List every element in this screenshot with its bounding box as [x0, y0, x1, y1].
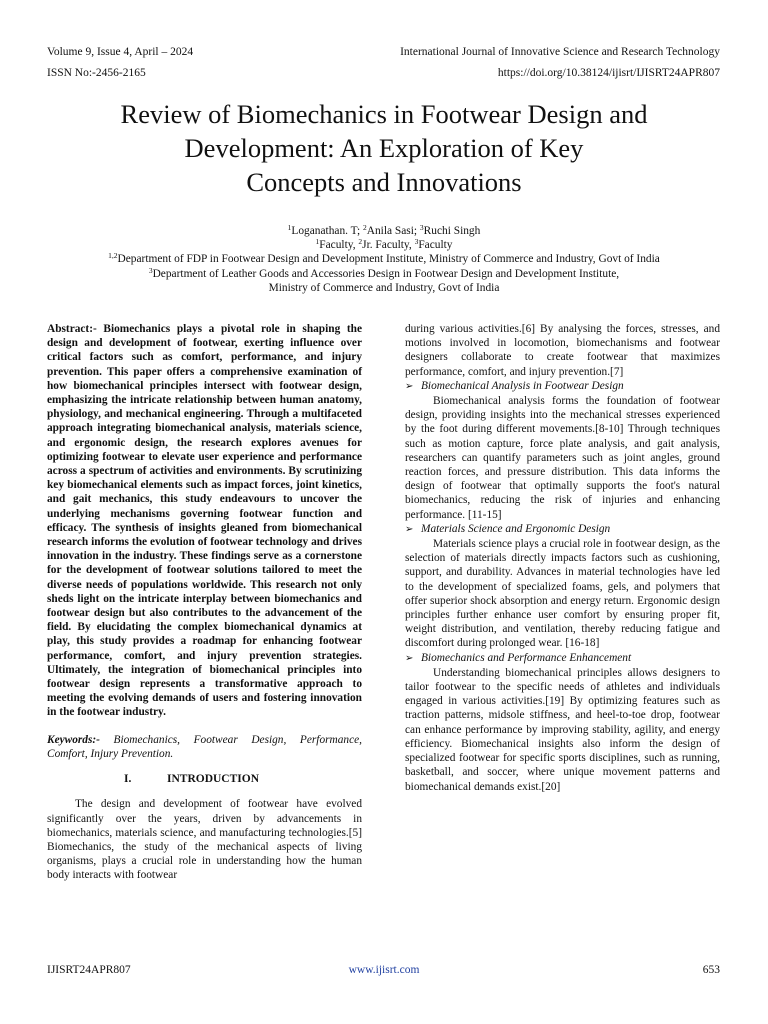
arrow-bullet-icon: ➢	[405, 380, 414, 392]
volume-info: Volume 9, Issue 4, April – 2024	[47, 46, 194, 58]
arrow-bullet-icon: ➢	[405, 523, 414, 535]
right-column	[405, 322, 720, 794]
paper-title	[40, 97, 728, 199]
subsection-heading: ➢ Biomechanical Analysis in Footwear Design	[405, 379, 720, 394]
footer-paper-id: IJISRT24APR807	[47, 964, 131, 976]
doi-link[interactable]: https://doi.org/10.38124/ijisrt/IJISRT24APR807	[497, 67, 720, 79]
issn: ISSN No:-2456-2165	[47, 67, 146, 79]
title-line: Concepts and Innovations	[246, 167, 522, 197]
title-line: Review of Biomechanics in Footwear Design and	[120, 99, 648, 129]
affiliation-2-cont: Ministry of Commerce and Industry, Govt of India	[268, 281, 500, 294]
title-line: Development: An Exploration of Key	[184, 133, 584, 163]
author-block	[30, 224, 738, 295]
abstract: Abstract:- Biomechanics plays a pivotal role in shaping the design and development of footwear, exerting influence over critical factors such as comfort, performance, and injury prevention. This paper offers a comprehensive examination of how biomechanical principles intersect with footwear design, emphasizing the intricate relationship between human anatomy, physiology, and mechanical engineering. Through a multifaceted approach integrating biomechanical analysis, materials science, and ergonomic design, the research explores avenues for optimizing footwear to elevate user experience and performance across a spectrum of activities and environments. By scrutinizing key biomechanical elements such as impact forces, joint kinetics, and gait mechanics, this study endeavours to uncover the underlying mechanisms governing footwear function and efficacy. The synthesis of insights gleaned from biomechanical research informs the evolution of footwear technology and drives innovation in the industry. These findings serve as a cornerstone for the development of footwear solutions tailored to meet the diverse needs of populations worldwide. This research not only sheds light on the intricate interplay between biomechanics and footwear design but also contributes to the advancement of the field. By elucidating the complex biomechanical dynamics at play, this study provides a roadmap for enhancing footwear performance, comfort, and injury prevention strategies. Ultimately, the integration of biomechanical principles into footwear design represents a transformative approach to meeting the evolving demands of users and fostering innovation in the footwear industry.	[47, 323, 362, 719]
left-column	[47, 322, 362, 883]
section-heading-introduction: I. INTRODUCTION	[124, 773, 260, 786]
subsection-heading: ➢ Biomechanics and Performance Enhancement	[405, 651, 720, 666]
subsection-paragraph: Biomechanical analysis forms the foundation of footwear design, providing insights into the mechanical stresses experienced by the foot during different movements.[8-10] Through techniques such as motion capture, force plate analysis, and gait analysis, researchers can quantify parameters such as joint angles, ground reaction forces, and pressure distribution. This data informs the design of footwear that optimally supports the foot's natural biomechanics, reducing the risk of injuries and enhancing performance. [11-15]	[405, 395, 720, 521]
author-roles: $^1$Faculty, $^2$Jr. Faculty, $^3$Faculty	[315, 237, 453, 252]
footer-website-link[interactable]: www.ijisrt.com	[348, 964, 420, 976]
subsection-heading: ➢ Materials Science and Ergonomic Design	[405, 522, 720, 537]
author-names: $^1$Loganathan. T; $^2$Anila Sasi; $^3$Ruchi Singh	[287, 223, 481, 237]
subsection-paragraph: Materials science plays a crucial role in footwear design, as the selection of materials directly impacts factors such as cushioning, support, and durability. Advances in material technologies have led to the development of specialized foams, gels, and polymers that offer superior shock absorption and energy return. Ergonomic design principles further enhance user comfort by ensuring proper fit, weight distribution, and ventilation, thereby reducing fatigue and discomfort during prolonged wear. [16-18]	[405, 538, 720, 650]
page-number: 653	[702, 964, 720, 976]
intro-paragraph: The design and development of footwear have evolved significantly over the years, driven by advancements in biomechanics, materials science, and manufacturing technologies.[5] Biomechanics, the study of the mechanical aspects of living organisms, plays a crucial role in understanding how the human body interacts with footwear	[47, 798, 362, 882]
subsection-paragraph: Understanding biomechanical principles allows designers to tailor footwear to the specific needs of athletes and individuals engaged in various activities.[19] By optimizing features such as traction patterns, midsole stiffness, and heel-to-toe drop, footwear can enhance performance by improving stability, agility, and energy efficiency. Biomechanical insights also inform the design of specialized footwear for specific sports disciplines, such as running, basketball, and soccer, where unique movement patterns and biomechanical demands exist.[20]	[405, 666, 720, 793]
intro-paragraph-continued: during various activities.[6] By analysing the forces, stresses, and motions involved in locomotion, biomechanisms and footwear designers collaborate to create footwear that maximizes performance, comfort, and injury prevention.[7]	[405, 323, 720, 378]
arrow-bullet-icon: ➢	[405, 652, 414, 664]
affiliation-2: $^3$Department of Leather Goods and Accessories Design in Footwear Design and Development Institute,	[148, 265, 620, 280]
affiliation-1: $^{1,2}$Department of FDP in Footwear Design and Development Institute, Ministry of Commerce and Industry, Govt of India	[108, 251, 660, 266]
keywords: Keywords:- Biomechanics, Footwear Design, Performance, Comfort, Injury Prevention.	[47, 733, 362, 760]
journal-name: International Journal of Innovative Science and Research Technology	[400, 46, 720, 58]
